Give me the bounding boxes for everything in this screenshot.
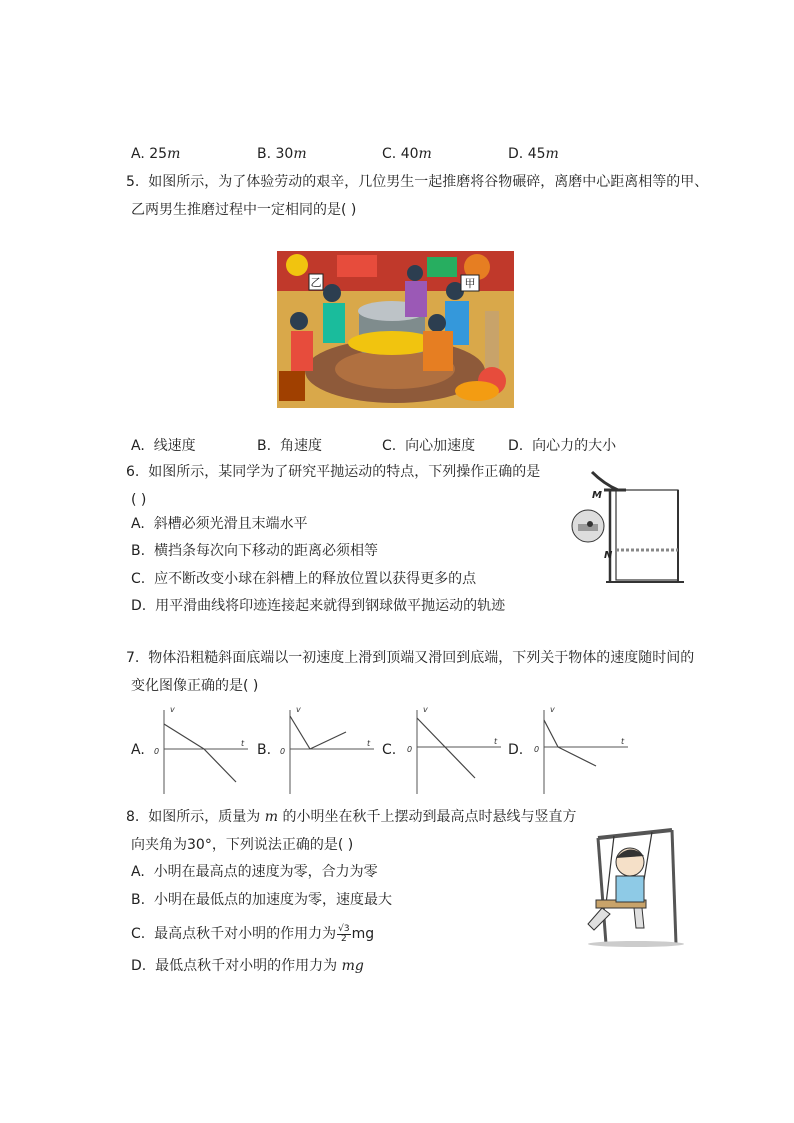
q7-graph-a-line2 [204,749,236,782]
q7-graph-b-line2 [310,732,346,749]
q8-option-c-fraction: $\frac{√3}{2}$ [338,923,350,944]
q8-option-c: C. 最高点秋千对小明的作用力为 $\frac{√3}{2}$ mg [131,923,375,944]
q7-graph-d-v: v [550,705,555,714]
q6-stem-line2: ( ) [131,492,147,508]
q4-option-c: C. 40m [382,146,432,162]
q6-option-b: B. 横挡条每次向下移动的距离必须相等 [131,543,378,559]
q7-graph-b-v: v [296,705,301,714]
q7-graph-b-letter: B. [257,742,272,758]
q7-graph-d-origin: 0 [534,745,540,754]
q6-option-d: D. 用平滑曲线将印迹连接起来就得到钢球做平抛运动的轨迹 [131,598,506,614]
q7-stem-line1: 7. 物体沿粗糙斜面底端以一初速度上滑到顶端又滑回到底端，下列关于物体的速度随时间的 [126,650,695,666]
q5-stem-line1: 5. 如图所示，为了体验劳动的艰辛，几位男生一起推磨将谷物碾碎，离磨中心距离相等的甲、 [126,174,709,190]
q6-option-a: A. 斜槽必须光滑且末端水平 [131,516,308,532]
q5-option-c: C. 向心加速度 [382,438,476,454]
q7-graph-a-origin: 0 [154,747,160,756]
q7-graph-b [276,702,376,794]
q7-graph-d-line1 [544,720,558,747]
q6-label-m: M [592,490,602,501]
q6-label-n: N [604,550,613,561]
q8-stem-line2: 向夹角为30°，下列说法正确的是( ) [131,837,354,853]
q7-graph-c-origin: 0 [407,745,413,754]
q7-graph-c-letter: C. [382,742,397,758]
q7-graph-d-line2 [558,747,596,766]
q7-graph-d-letter: D. [508,742,524,758]
q7-graph-b-line1 [290,716,310,749]
q7-graph-a-t: t [241,739,245,748]
q5-label-jia: 甲 [464,277,476,290]
q5-millstone-painting [277,251,514,408]
q7-graph-c-t: t [494,737,498,746]
q4-option-a: A. 25m [131,146,181,162]
q7-graph-d-t: t [621,737,625,746]
q7-stem-line2: 变化图像正确的是( ) [131,678,259,694]
q5-stem-line2: 乙两男生推磨过程中一定相同的是( ) [131,202,357,218]
q7-graph-b-origin: 0 [280,747,286,756]
q8-option-a: A. 小明在最高点的速度为零，合力为零 [131,864,378,880]
q8-stem-line1: 8. 如图所示，质量为 m 的小明坐在秋千上摆动到最高点时悬线与竖直方 [126,809,577,825]
q6-option-c: C. 应不断改变小球在斜槽上的释放位置以获得更多的点 [131,571,477,587]
q7-graph-a-v: v [170,705,175,714]
q8-swing-illustration [576,820,690,948]
q7-graph-c-v: v [423,705,428,714]
q5-option-d: D. 向心力的大小 [508,438,617,454]
q6-projectile-apparatus [566,470,692,594]
q7-graph-a-line1 [164,724,204,749]
q7-graph-a-letter: A. [131,742,145,758]
q5-label-yi: 乙 [310,276,322,289]
q4-option-b: B. 30m [257,146,307,162]
q8-option-b: B. 小明在最低点的加速度为零，速度最大 [131,892,392,908]
q6-stem-line1: 6. 如图所示，某同学为了研究平抛运动的特点，下列操作正确的是 [126,464,541,480]
q8-option-d: D. 最低点秋千对小明的作用力为 mg [131,958,364,974]
q7-graph-c [403,702,503,794]
q7-graph-a [150,702,250,794]
q5-option-b: B. 角速度 [257,438,322,454]
q7-graph-c-line1 [417,718,475,778]
q5-option-a: A. 线速度 [131,438,196,454]
q7-graph-b-t: t [367,739,371,748]
q4-option-d: D. 45m [508,146,559,162]
q7-graph-d [530,702,630,794]
